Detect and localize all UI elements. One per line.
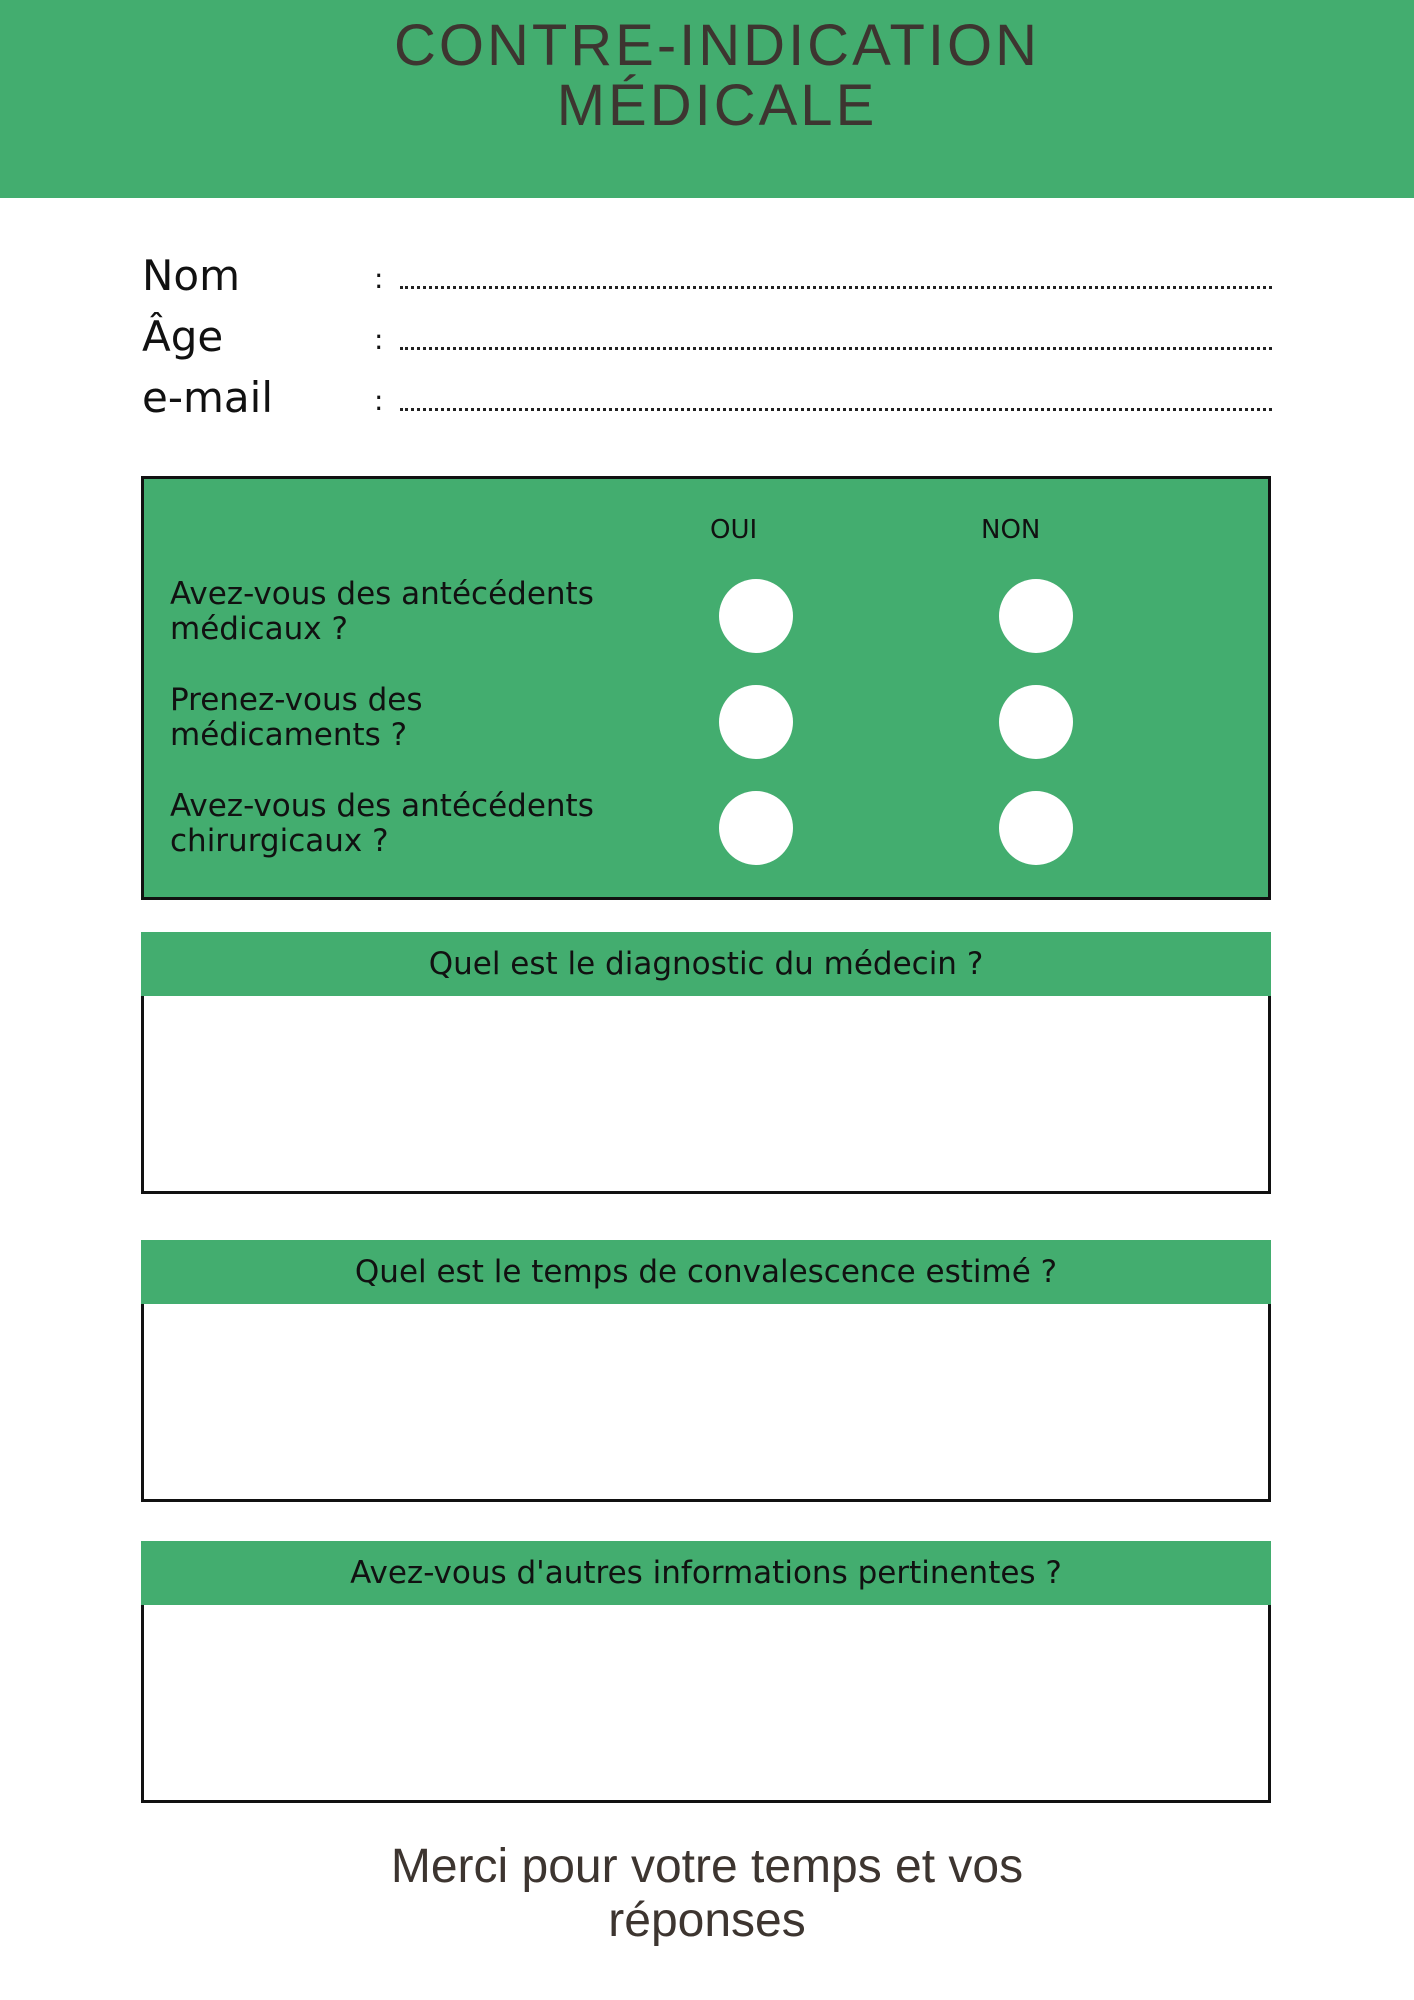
radio-yes[interactable] (719, 791, 793, 865)
question-text (170, 577, 670, 647)
diagnosis-question-header: Quel est le diagnostic du médecin ? (141, 932, 1271, 996)
column-header-no: NON (981, 515, 1041, 545)
header-banner (0, 0, 1414, 198)
question-row-medications (170, 683, 1270, 783)
thank-you-line-1: Merci pour votre temps et vos (390, 1840, 1024, 1893)
thank-you-message (0, 1840, 1414, 1948)
question-line: Avez-vous des antécédents (170, 576, 594, 612)
email-field-row (142, 372, 1272, 433)
page-title-line-2: MÉDICALE (556, 73, 878, 138)
field-colon: : (374, 384, 384, 417)
other-info-answer-box[interactable] (141, 1541, 1271, 1803)
radio-yes[interactable] (719, 579, 793, 653)
radio-yes[interactable] (719, 685, 793, 759)
name-field-row (142, 250, 1272, 311)
convalescence-answer-box[interactable] (141, 1240, 1271, 1502)
question-line: chirurgicaux ? (170, 823, 389, 859)
email-input-line[interactable] (400, 408, 1272, 411)
question-line: médicaments ? (170, 717, 408, 753)
email-label: e-mail (142, 373, 273, 422)
question-row-medical-history (170, 577, 1270, 677)
diagnosis-answer-box[interactable] (141, 932, 1271, 1194)
convalescence-question-header: Quel est le temps de convalescence estimé ? (141, 1240, 1271, 1304)
age-input-line[interactable] (400, 347, 1272, 350)
page-title-line-1: CONTRE-INDICATION (393, 13, 1040, 78)
age-field-row (142, 311, 1272, 372)
radio-no[interactable] (999, 579, 1073, 653)
question-line: Prenez-vous des (170, 682, 423, 718)
question-text (170, 683, 670, 753)
question-row-surgical-history (170, 789, 1270, 889)
question-line: médicaux ? (170, 611, 348, 647)
field-colon: : (374, 262, 384, 295)
name-label: Nom (142, 251, 241, 300)
other-info-question-header: Avez-vous d'autres informations pertinentes ? (141, 1541, 1271, 1605)
yes-no-questionnaire (141, 476, 1271, 900)
question-text (170, 789, 670, 859)
thank-you-line-2: réponses (608, 1894, 806, 1947)
column-header-yes: OUI (710, 515, 758, 545)
age-label: Âge (142, 312, 224, 361)
identity-fields (142, 250, 1272, 433)
name-input-line[interactable] (400, 286, 1272, 289)
field-colon: : (374, 323, 384, 356)
radio-no[interactable] (999, 685, 1073, 759)
radio-no[interactable] (999, 791, 1073, 865)
question-line: Avez-vous des antécédents (170, 788, 594, 824)
